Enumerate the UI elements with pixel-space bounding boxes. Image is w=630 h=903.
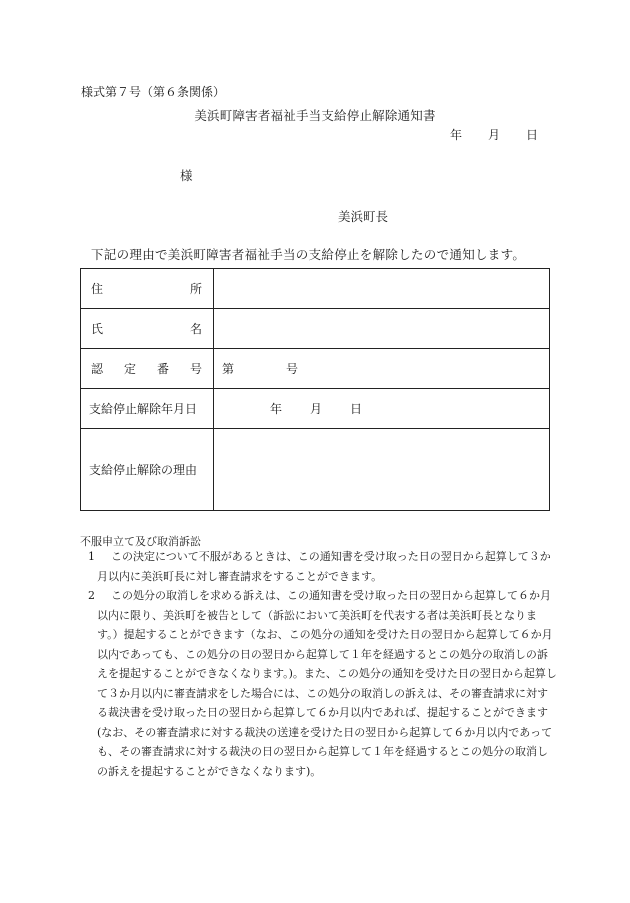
address-value[interactable] bbox=[214, 269, 550, 309]
notice-item bbox=[80, 547, 558, 586]
appeal-notice bbox=[80, 547, 558, 781]
date-month-label: 月 bbox=[488, 128, 501, 142]
table-row-name bbox=[81, 309, 550, 349]
issue-date bbox=[450, 126, 538, 143]
form-number-label: 様式第７号（第６条関係） bbox=[81, 85, 226, 99]
resumption-date-label: 支給停止解除年月日 bbox=[81, 389, 214, 429]
date-year-label: 年 bbox=[450, 128, 463, 142]
certification-number-suffix: 号 bbox=[286, 362, 299, 376]
notification-info-table bbox=[80, 268, 550, 511]
certification-number-value[interactable] bbox=[214, 349, 550, 389]
notice-item-number: 2 bbox=[88, 589, 95, 602]
table-row-resumption-date bbox=[81, 389, 550, 429]
name-value[interactable] bbox=[214, 309, 550, 349]
name-label: 氏 名 bbox=[81, 309, 214, 349]
notice-item-text: この決定について不服があるときは、この通知書を受け取った日の翌日から起算して３か月以内に美浜町長に対し審査請求をすることができます。 bbox=[97, 550, 551, 583]
resumption-date-value[interactable] bbox=[214, 389, 550, 429]
issuer-name: 美浜町長 bbox=[338, 209, 389, 224]
notice-item-text: この処分の取消しを求める訴えは、この通知書を受け取った日の翌日から起算して６か月以内に限り、美浜町を被告として（訴訟において美浜町を代表する者は美浜町長となります。）提起することができます（なお、この処分の通知を受けた日の翌日から起算して６か月以内であっても、この処分の日の翌日から起算して１年を経過するとこの処分の取消しの訴えを提起することができなくなります。)。また、この処分の通知を受けた日の翌日から起算して３か月以内に審査請求をした場合には、この処分の取消しの訴えは、その審査請求に対する裁決書を受け取った日の翌日から起算して６か月以内であれば、提起することができます(なお、その審査請求に対する裁決の送達を受けた日の翌日から起算して６か月以内であっても、その審査請求に対する裁決の日の翌日から起算して１年を経過するとこの処分の取消しの訴えを提起することができなくなります)。 bbox=[97, 589, 557, 778]
notice-item-number: 1 bbox=[88, 550, 95, 563]
intro-text: 下記の理由で美浜町障害者福祉手当の支給停止を解除したので通知します。 bbox=[91, 247, 526, 262]
addressee-suffix: 様 bbox=[180, 168, 193, 183]
table-row-certification-number bbox=[81, 349, 550, 389]
resumption-reason-label: 支給停止解除の理由 bbox=[81, 429, 214, 511]
document-title: 美浜町障害者福祉手当支給停止解除通知書 bbox=[194, 108, 436, 123]
table-row-address bbox=[81, 269, 550, 309]
resumption-month-label: 月 bbox=[310, 402, 323, 416]
certification-number-prefix: 第 bbox=[222, 362, 235, 376]
notice-item bbox=[80, 586, 558, 781]
address-label: 住 所 bbox=[81, 269, 214, 309]
resumption-reason-value[interactable] bbox=[214, 429, 550, 511]
resumption-day-label: 日 bbox=[350, 402, 363, 416]
resumption-year-label: 年 bbox=[270, 402, 283, 416]
date-day-label: 日 bbox=[526, 128, 539, 142]
table-row-resumption-reason bbox=[81, 429, 550, 511]
certification-number-label: 認 定 番 号 bbox=[81, 349, 214, 389]
appeal-section-title: 不服申立て及び取消訴訟 bbox=[80, 535, 201, 548]
